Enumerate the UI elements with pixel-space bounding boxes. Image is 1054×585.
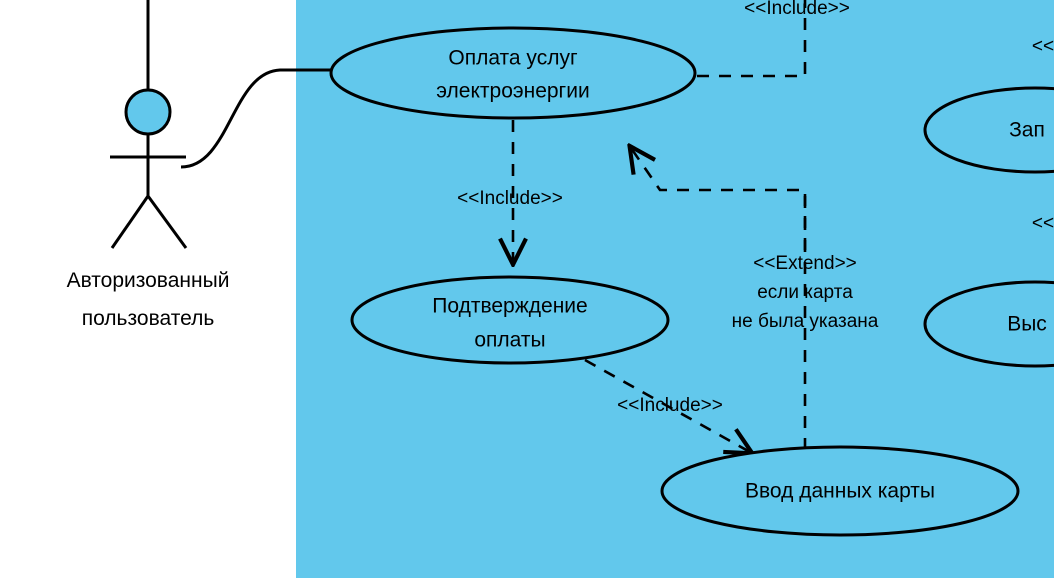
- use-case-label-line2: оплаты: [474, 328, 546, 352]
- label-extend-line3: не была указана: [731, 311, 879, 332]
- label-include-bottom: <<Include>>: [617, 395, 723, 416]
- actor-head-icon: [126, 90, 170, 134]
- actor-right-leg-line: [148, 196, 186, 248]
- actor-label-line1: Авторизованный: [66, 269, 230, 292]
- use-case-label-line1: Подтверждение: [432, 294, 588, 318]
- label-extend-line1: <<Extend>>: [753, 253, 857, 274]
- use-case-label-line1: Оплата услуг: [448, 46, 578, 70]
- use-case-label-line2: электроэнергии: [436, 79, 590, 103]
- use-case-confirm[interactable]: [352, 277, 668, 363]
- label-include-left: <<Include>>: [457, 188, 563, 209]
- use-case-card-data[interactable]: [662, 447, 1018, 535]
- actor-authorized-user: [67, 0, 230, 330]
- actor-label-line2: пользователь: [81, 307, 215, 330]
- label-extend-line2: если карта: [757, 282, 853, 303]
- use-case-label-line1: Выс: [1007, 312, 1047, 336]
- label-include-right-bottom: <<: [1031, 213, 1054, 234]
- use-case-payment[interactable]: [331, 28, 695, 118]
- use-case-label-line1: Зап: [1009, 118, 1045, 142]
- label-include-right-top: <<: [1031, 36, 1054, 57]
- use-case-ellipse[interactable]: [331, 28, 695, 118]
- use-case-label-line1: Ввод данных карты: [744, 479, 936, 503]
- actor-left-leg-line: [112, 196, 148, 248]
- label-include-top: <<Include>>: [744, 0, 850, 19]
